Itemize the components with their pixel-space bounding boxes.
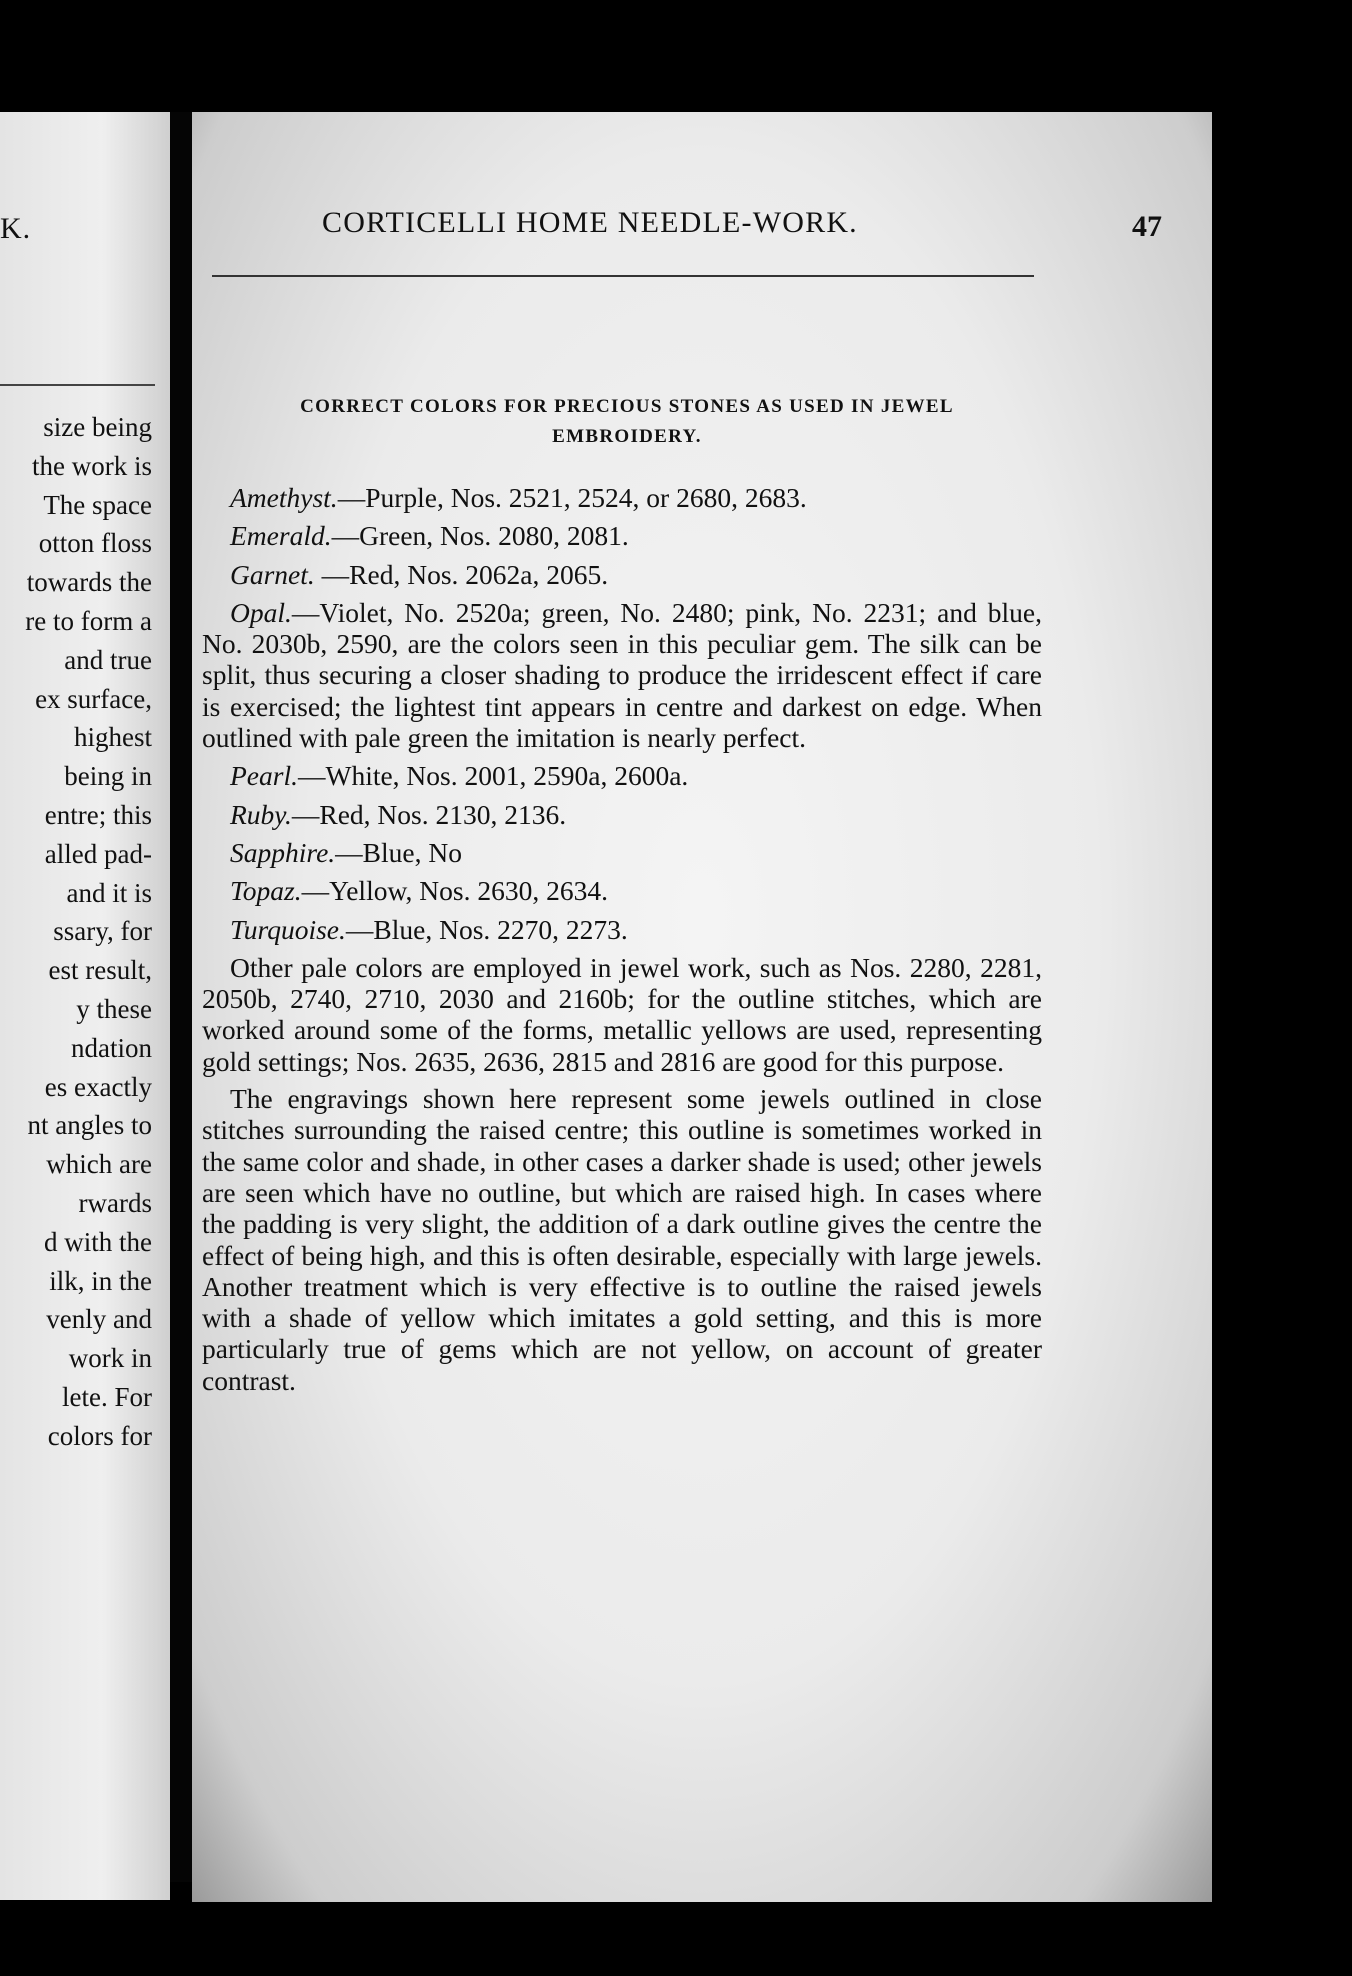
left-page-fragment (0, 112, 170, 1900)
page-number: 47 (1132, 210, 1162, 243)
left-text-line: size being (43, 412, 152, 442)
left-text-line: the work is (32, 450, 152, 481)
body-paragraph: Other pale colors are employed in jewel work, such as Nos. 2280, 2281, 2050b, 2740, 2710, 2030 and 2160b; for the outline stitches, which are worked around some of the forms, metallic yellows are used, representing gold settings; Nos. 2635, 2636, 2815 and 2816 are good for this purpose. (202, 951, 1042, 1077)
section-title-line: CORRECT COLORS FOR PRECIOUS STONES AS USED IN JEWEL (300, 396, 954, 417)
stone-name: Topaz. (230, 875, 302, 907)
stone-entry (202, 875, 1042, 906)
left-text-line: highest (74, 722, 152, 753)
left-text-line: towards the (26, 567, 152, 598)
left-text-line: rwards (78, 1187, 152, 1218)
stone-name: Turquoise. (230, 913, 346, 945)
left-text-line: nt angles to (27, 1110, 152, 1141)
stone-entry (202, 760, 1042, 791)
stone-name: Pearl. (230, 760, 298, 792)
left-text-line: work in (68, 1343, 152, 1374)
stone-colors: —Blue, No (335, 836, 462, 868)
body-paragraph: The engravings shown here represent some jewels outlined in close stitches surrounding the raised centre; this outline is sometimes worked in the same color and shade, in other cases a darker shade is used; other jewels are seen which have no outline, but which are raised high. In cases where the padding is very slight, the addition of a dark outline gives the centre the effect of being high, and this is often desirable, especially with large jewels. Another treatment which is very effective is to outline the raised jewels with a shade of yellow which imitates a gold setting, and this is more particularly true of gems which are not yellow, on account of greater contrast. (202, 1083, 1042, 1396)
left-text-line: ilk, in the (49, 1265, 152, 1296)
stone-colors: —White, Nos. 2001, 2590a, 2600a. (297, 760, 689, 792)
section-title-line: EMBROIDERY. (552, 426, 702, 447)
left-text-line: alled pad- (44, 838, 152, 869)
right-page (192, 112, 1212, 1902)
stone-entry (202, 597, 1042, 753)
stone-name: Amethyst. (230, 482, 338, 513)
left-text-line: ssary, for (53, 916, 152, 947)
stone-colors: —Red, Nos. 2062a, 2065. (314, 558, 609, 590)
stone-entry (202, 520, 1042, 551)
left-text-line: The space (43, 489, 152, 520)
left-text-line: which are (46, 1149, 152, 1180)
stone-colors: —Blue, Nos. 2270, 2273. (345, 913, 628, 945)
body-text (202, 482, 1042, 1402)
stone-colors: —Purple, Nos. 2521, 2524, or 2680, 2683. (337, 482, 807, 513)
header-rule (212, 275, 1034, 277)
left-header-rule (0, 384, 155, 386)
stone-colors: —Green, Nos. 2080, 2081. (331, 520, 629, 552)
left-text-line: es exactly (44, 1071, 152, 1102)
stone-entry (202, 482, 1042, 513)
left-text-line: lete. For (62, 1381, 152, 1412)
stone-colors: —Yellow, Nos. 2630, 2634. (301, 875, 608, 907)
stone-entry (202, 914, 1042, 945)
left-text-line: otton floss (38, 528, 152, 559)
left-text-line: re to form a (25, 605, 152, 636)
section-title (212, 392, 1042, 452)
stone-entry (202, 559, 1042, 590)
left-text-line: d with the (44, 1226, 152, 1257)
left-text-line: and it is (66, 877, 152, 908)
left-text-line: y these (76, 993, 152, 1024)
left-text-line: est result, (48, 955, 152, 986)
left-text-column (0, 408, 152, 1456)
stone-name: Sapphire. (230, 836, 336, 868)
left-text-line: venly and (46, 1304, 152, 1335)
page-header (322, 206, 1162, 246)
left-text-line: entre; this (44, 799, 152, 830)
stone-name: Opal. (230, 596, 292, 628)
left-text-line: being in (64, 761, 152, 792)
stone-name: Ruby. (230, 798, 292, 830)
left-text-line: and true (64, 644, 152, 675)
stone-entry (202, 799, 1042, 830)
stone-colors: —Red, Nos. 2130, 2136. (291, 798, 567, 830)
stone-entry (202, 837, 1042, 868)
stone-name: Garnet. (230, 558, 315, 590)
stone-colors: —Violet, No. 2520a; green, No. 2480; pink, No. 2231; and blue, No. 2030b, 2590, are the colors seen in this peculiar gem. The silk can be split, thus securing a closer shading to produce the irridescent effect if care is exercised; the lightest tint appears in centre and darkest on edge. When outlined with pale green the imitation is nearly perfect. (202, 596, 1042, 754)
left-text-line: ex surface, (35, 683, 152, 714)
left-text-line: colors for (47, 1420, 152, 1451)
left-text-line: ndation (71, 1032, 152, 1063)
left-running-title: K. (0, 212, 32, 245)
body-paragraphs (202, 952, 1042, 1396)
book-gutter (170, 112, 192, 1882)
stone-color-list (202, 482, 1042, 945)
stone-name: Emerald. (230, 520, 332, 552)
running-title: CORTICELLI HOME NEEDLE-WORK. (322, 206, 858, 239)
